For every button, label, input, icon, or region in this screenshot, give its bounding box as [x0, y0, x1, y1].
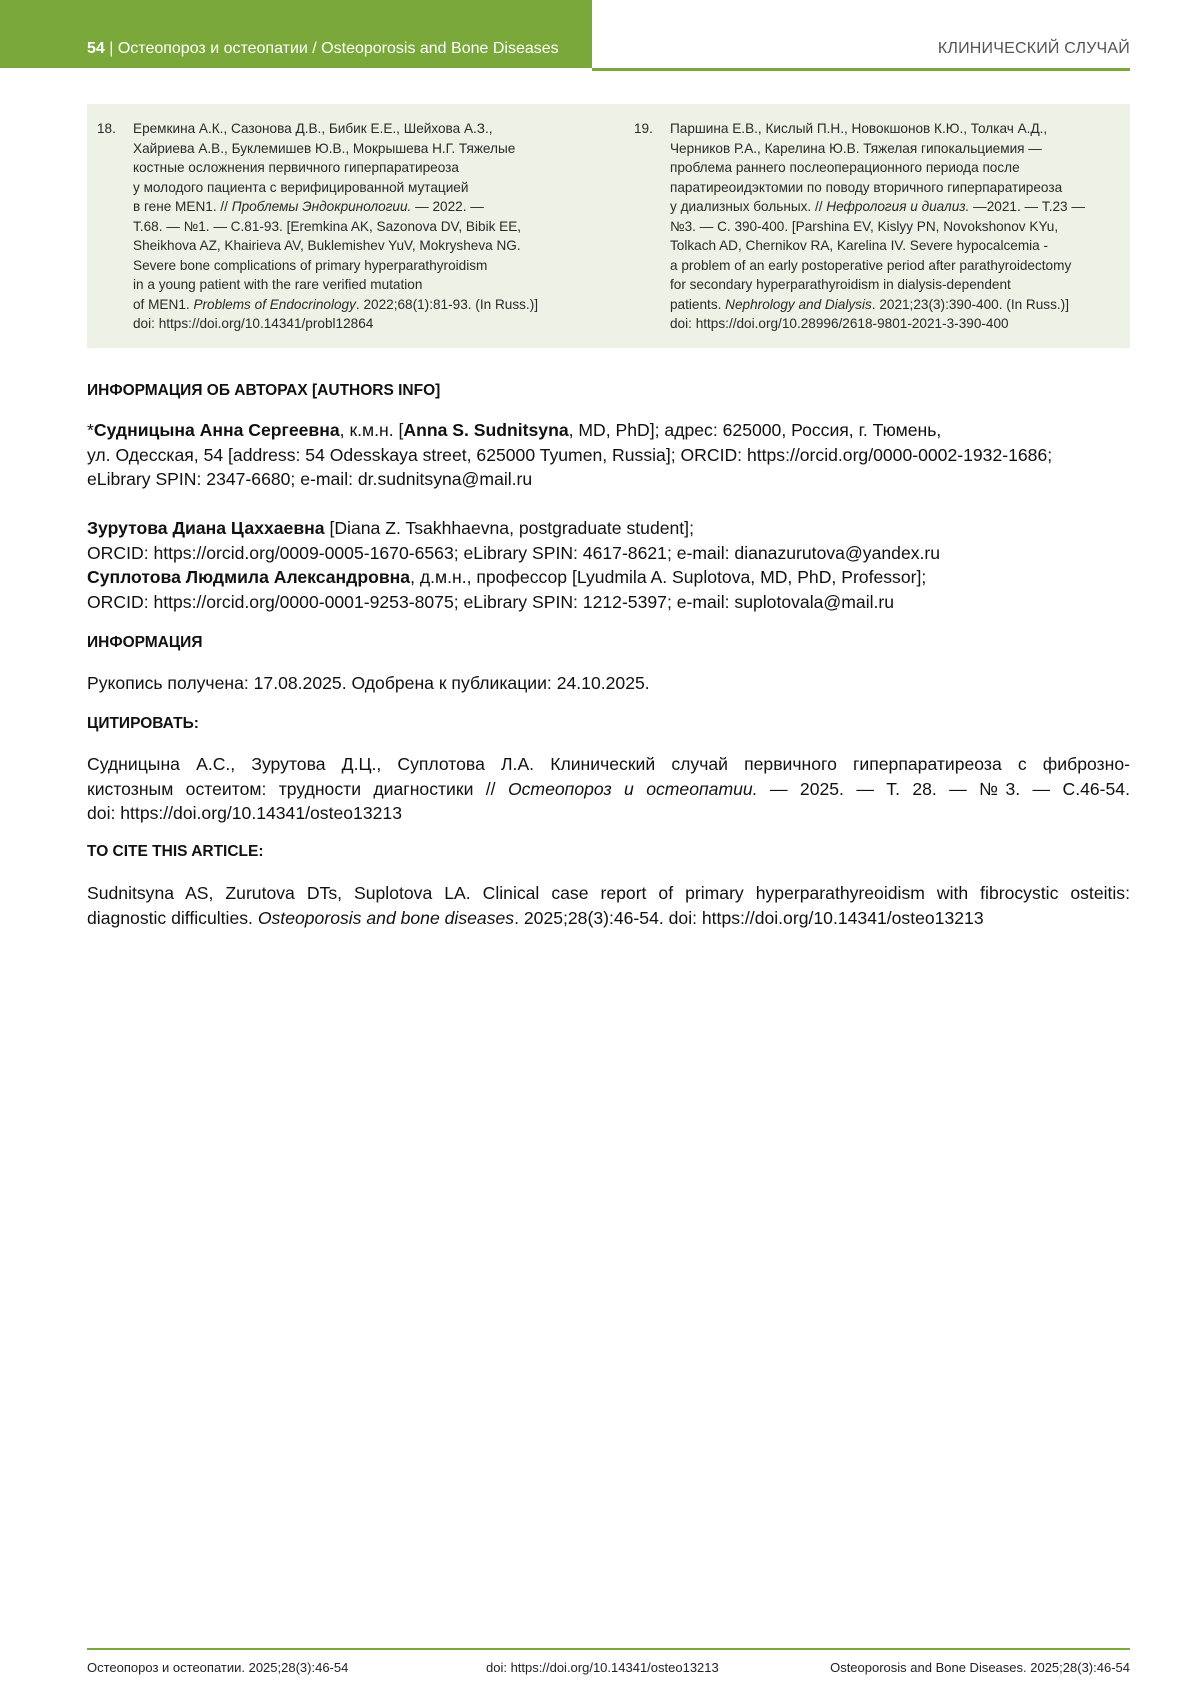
reference-fragment: —2021. — Т.23 — — [969, 199, 1085, 214]
section-label: КЛИНИЧЕСКИЙ СЛУЧАЙ — [937, 40, 1130, 57]
reference-line — [133, 295, 538, 315]
reference-line: паратиреоидэктомии по поводу вторичного гиперпаратиреоза — [670, 179, 1063, 195]
authors-heading: ИНФОРМАЦИЯ ОБ АВТОРАХ [AUTHORS INFO] — [87, 382, 441, 399]
reference-fragment: . 2022;68(1):81-93. (In Russ.)] — [355, 296, 539, 312]
cite-line — [87, 777, 1130, 802]
reference-line: костные осложнения первичного гиперпаратиреоза — [133, 160, 459, 175]
author-3-block — [87, 565, 1130, 614]
author-name: Зурутова Диана Цаххаевна — [87, 518, 325, 538]
journal-name: Nephrology and Dialysis — [725, 296, 872, 312]
author-degree: , к.м.н. [ — [339, 420, 404, 440]
footer-left: Остеопороз и остеопатии. 2025;28(3):46-54 — [87, 1660, 349, 1675]
reference-line: Черников Р.А., Карелина Ю.В. Тяжелая гипокальциемия — — [670, 140, 1042, 156]
author-details: [Diana Z. Tsakhhaevna, postgraduate student]; — [324, 518, 694, 538]
author-details: , д.м.н., профессор [Lyudmila A. Suplotova, MD, PhD, Professor]; — [410, 567, 927, 587]
journal-title: Остеопороз и остеопатии / Osteoporosis and Bone Diseases — [117, 40, 559, 57]
cite-en-heading: TO CITE THIS ARTICLE: — [87, 843, 264, 860]
reference-line — [670, 197, 1085, 217]
footer-doi[interactable]: doi: https://doi.org/10.14341/osteo13213 — [486, 1660, 719, 1675]
reference-fragment: — 2022. — — [411, 199, 484, 214]
journal-name: Osteoporosis and bone diseases — [257, 907, 515, 928]
author-2-contacts: ORCID: https://orcid.org/0009-0005-1670-6563; eLibrary SPIN: 4617-8621; e-mail: dianazurutova@yandex.ru — [87, 542, 941, 563]
reference-line: Хайриева А.В., Буклемишев Ю.В., Мокрышева Н.Г. Тяжелые — [133, 140, 516, 156]
reference-line: проблема раннего послеоперационного периода после — [670, 160, 1020, 175]
page-number: 54 — [87, 40, 105, 57]
author-3-line — [87, 565, 1130, 590]
cite-line — [87, 906, 1130, 931]
author-3-contacts: ORCID: https://orcid.org/0000-0001-9253-8075; eLibrary SPIN: 1212-5397; e-mail: suplotovala@mail.ru — [87, 591, 895, 612]
info-text: Рукопись получена: 17.08.2025. Одобрена к публикации: 24.10.2025. — [87, 673, 650, 693]
reference-number: 18. — [97, 121, 116, 136]
reference-line: Sheikhova AZ, Khairieva AV, Buklemishev YuV, Mokrysheva NG. — [133, 238, 521, 253]
reference-doi[interactable]: doi: https://doi.org/10.14341/probl12864 — [133, 316, 374, 331]
reference-line: Severe bone complications of primary hyperparathyroidism — [133, 257, 488, 273]
author-name: Суплотова Людмила Александровна — [87, 567, 411, 587]
cite-fragment: . 2025;28(3):46-54. doi: https://doi.org/10.14341/osteo13213 — [514, 907, 984, 928]
author-1-contacts: eLibrary SPIN: 2347-6680; e-mail: dr.sudnitsyna@mail.ru — [87, 469, 533, 489]
cite-heading: ЦИТИРОВАТЬ: — [87, 715, 199, 732]
journal-name: Остеопороз и остеопатии. — [507, 778, 758, 799]
reference-fragment: of MEN1. — [133, 296, 194, 312]
author-1-line — [87, 418, 1130, 443]
footer-right: Osteoporosis and Bone Diseases. 2025;28(3):46-54 — [830, 1660, 1130, 1675]
reference-text — [670, 119, 1085, 334]
cite-line: Судницына А.С., Зурутова Д.Ц., Суплотова Л.А. Клинический случай первичного гиперпаратиреоза с фиброзно- — [87, 754, 1130, 774]
reference-line: Паршина Е.В., Кислый П.Н., Новокшонов К.Ю., Толкач А.Д., — [670, 121, 1048, 136]
cite-fragment: diagnostic difficulties. — [87, 907, 258, 928]
reference-line — [670, 295, 1085, 315]
running-header: 54 | Остеопороз и остеопатии / Osteoporosis and Bone Diseases — [87, 40, 559, 57]
reference-line: for secondary hyperparathyroidism in dialysis-dependent — [670, 277, 1011, 292]
reference-line — [133, 197, 538, 217]
cite-en — [87, 881, 1130, 930]
corresponding-mark: * — [87, 420, 94, 440]
author-2-block — [87, 516, 1130, 565]
reference-fragment: у диализных больных. // — [670, 199, 827, 214]
reference-line: a problem of an early postoperative period after parathyroidectomy — [670, 257, 1072, 273]
reference-fragment: . 2021;23(3):390-400. (In Russ.)] — [871, 296, 1069, 312]
reference-text — [133, 119, 538, 334]
footer-rule — [87, 1648, 1130, 1650]
cite-doi[interactable]: doi: https://doi.org/10.14341/osteo13213 — [87, 803, 402, 823]
reference-line: Tolkach AD, Chernikov RA, Karelina IV. Severe hypocalcemia - — [670, 238, 1049, 253]
author-1-address: ул. Одесская, 54 [address: 54 Odesskaya street, 625000 Tyumen, Russia]; ORCID: https://orcid.org/0000-0002-1932-1686; — [87, 444, 1053, 465]
author-2-line — [87, 516, 1130, 541]
journal-name: Нефрология и диализ. — [826, 199, 970, 214]
author-name-en: Anna S. Sudnitsyna — [403, 420, 569, 440]
author-1-block — [87, 418, 1130, 492]
reference-line: №3. — С. 390-400. [Parshina EV, Kislyy PN, Novokshonov KYu, — [670, 218, 1059, 234]
reference-fragment: patients. — [670, 296, 726, 312]
cite-fragment: — 2025. — Т. 28. — №3. — С.46-54. — [757, 778, 1130, 799]
reference-doi[interactable]: doi: https://doi.org/10.28996/2618-9801-2021-3-390-400 — [670, 316, 1009, 331]
reference-line: Т.68. — №1. — С.81-93. [Eremkina AK, Sazonova DV, Bibik EE, — [133, 218, 522, 234]
reference-number: 19. — [634, 121, 653, 136]
info-heading: ИНФОРМАЦИЯ — [87, 634, 203, 651]
reference-line: in a young patient with the rare verified mutation — [133, 277, 423, 292]
journal-name: Problems of Endocrinology — [193, 296, 356, 312]
author-name: Судницына Анна Сергеевна — [93, 420, 340, 440]
author-details: , MD, PhD]; адрес: 625000, Россия, г. Тюмень, — [568, 420, 942, 440]
reference-line: у молодого пациента с верифицированной мутацией — [133, 179, 469, 195]
reference-line: Еремкина А.К., Сазонова Д.В., Бибик Е.Е., Шейхова А.З., — [133, 121, 493, 136]
cite-fragment: кистозным остеитом: трудности диагностики // — [87, 778, 508, 799]
journal-name: Проблемы Эндокринологии. — [231, 199, 412, 214]
header-rule — [592, 68, 1130, 71]
references-box — [87, 104, 1130, 348]
cite-line: Sudnitsyna AS, Zurutova DTs, Suplotova LA. Clinical case report of primary hyperparathyreoidism with fibrocystic osteitis: — [87, 883, 1130, 903]
reference-fragment: в гене MEN1. // — [133, 199, 232, 214]
cite-ru — [87, 752, 1130, 826]
